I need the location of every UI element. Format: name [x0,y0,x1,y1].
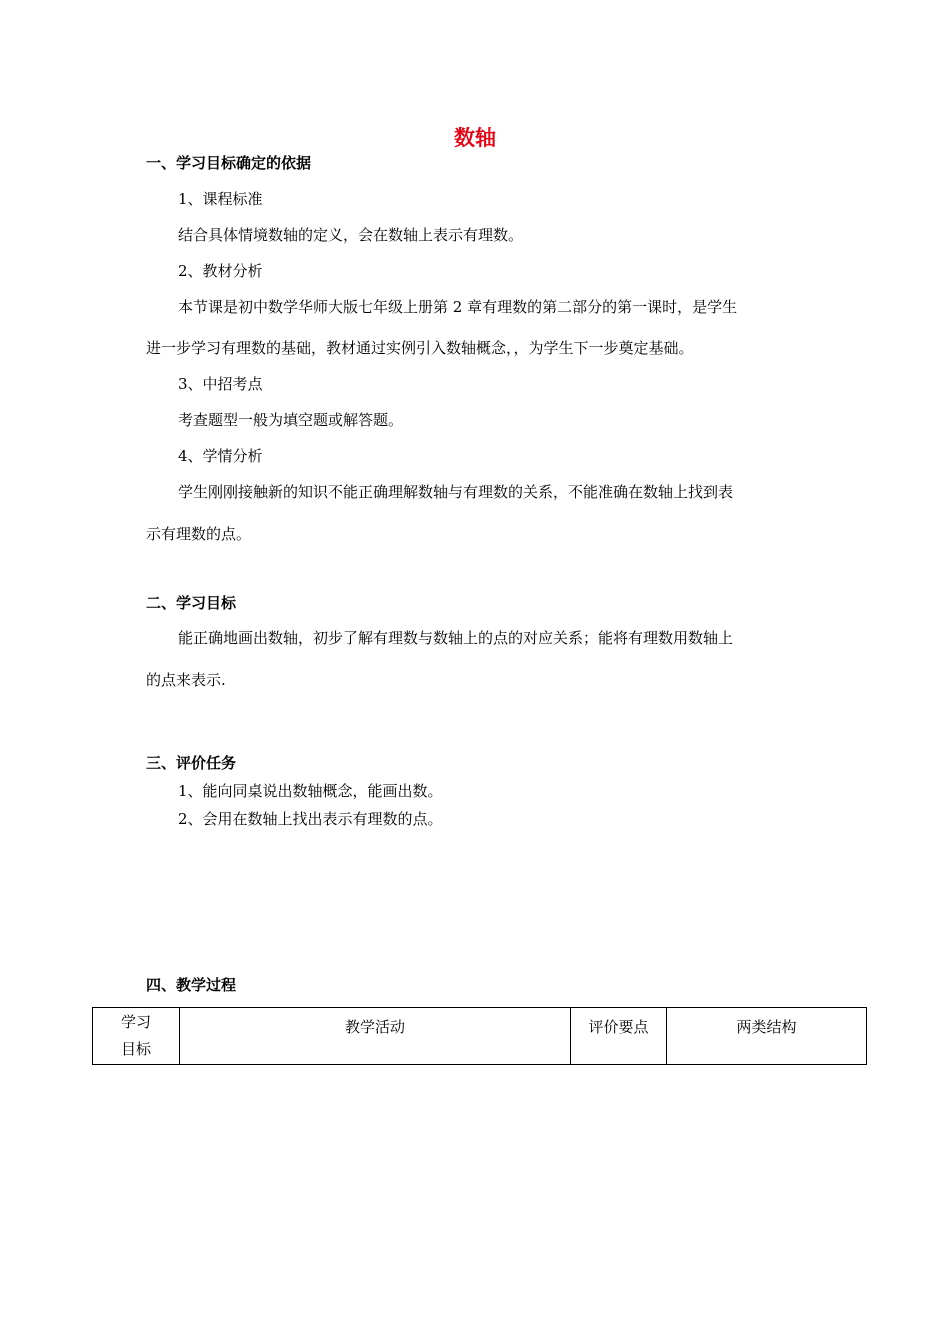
exam-points-text: 考查题型一般为填空题或解答题。 [178,411,404,429]
learning-objectives-line-1: 能正确地画出数轴，初步了解有理数与数轴上的点的对应关系；能将有理数用数轴上 [178,629,734,647]
section-3-heading: 三、评价任务 [146,754,237,772]
subsection-curriculum-standard-label: 1、课程标准 [178,190,263,208]
evaluation-task-item-1: 1、能向同桌说出数轴概念，能画出数。 [178,782,443,800]
learning-objectives-line-2: 的点来表示. [146,671,226,689]
evaluation-task-item-2: 2、会用在数轴上找出表示有理数的点。 [178,810,443,828]
subsection-textbook-analysis-label: 2、教材分析 [178,262,263,280]
section-2-heading: 二、学习目标 [146,594,237,612]
header-cell-learning-objective [93,1008,180,1065]
header-cell-two-structures: 两类结构 [667,1008,867,1065]
table-header-row [93,1008,867,1065]
curriculum-standard-text: 结合具体情境数轴的定义，会在数轴上表示有理数。 [178,226,524,244]
textbook-analysis-line-1: 本节课是初中数学华师大版七年级上册第 2 章有理数的第二部分的第一课时，是学生 [178,298,738,316]
header-cell-learning-objective-line-2: 目标 [120,1040,151,1058]
teaching-process-table [92,1007,867,1065]
section-1-heading: 一、学习目标确定的依据 [146,154,312,172]
section-4-heading: 四、教学过程 [146,976,237,994]
document-title: 数轴 [454,126,496,150]
subsection-exam-points-label: 3、中招考点 [178,375,263,393]
header-cell-learning-objective-line-1: 学习 [120,1013,151,1031]
student-analysis-line-2: 示有理数的点。 [146,525,252,543]
subsection-student-analysis-label: 4、学情分析 [178,447,263,465]
textbook-analysis-line-2: 进一步学习有理数的基础，教材通过实例引入数轴概念，，为学生下一步奠定基础。 [146,339,694,357]
student-analysis-line-1: 学生刚刚接触新的知识不能正确理解数轴与有理数的关系，不能准确在数轴上找到表 [178,483,734,501]
header-cell-teaching-activity: 教学活动 [180,1008,571,1065]
header-cell-evaluation-points: 评价要点 [571,1008,667,1065]
